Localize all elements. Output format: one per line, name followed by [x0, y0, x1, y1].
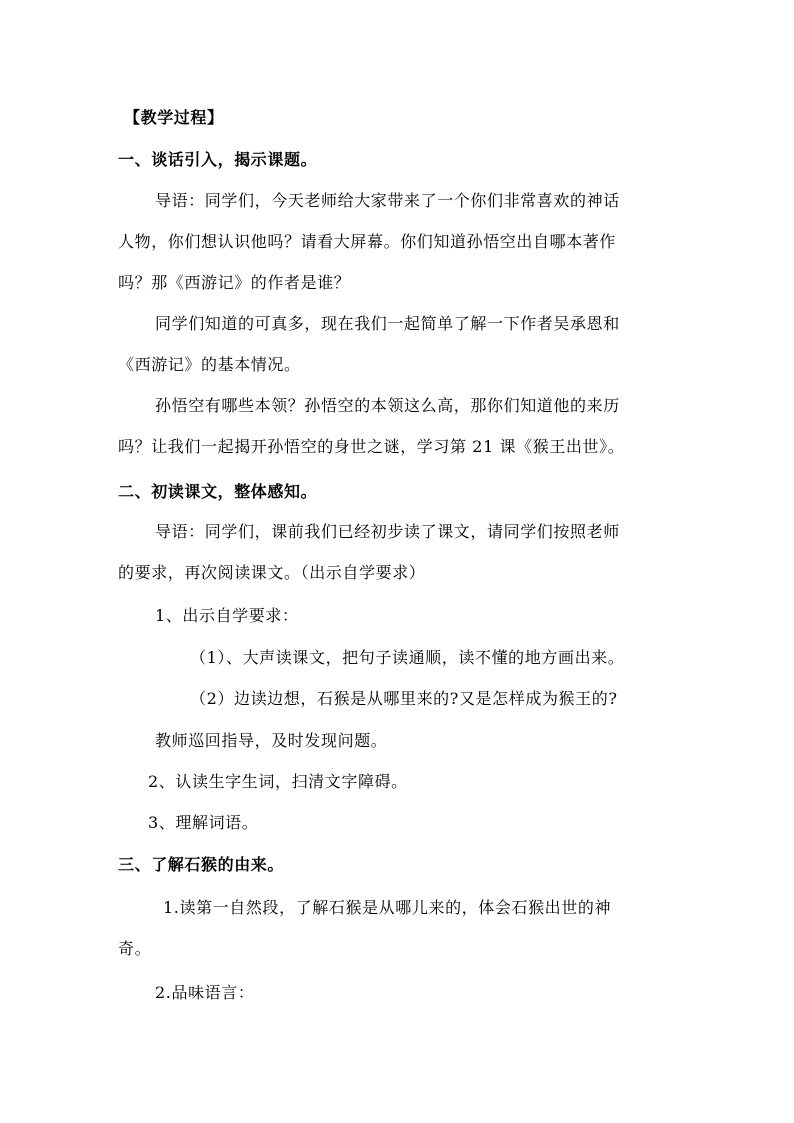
paragraph-line: 同学们知道的可真多，现在我们一起简单了解一下作者吴承恩和 [155, 314, 620, 333]
paragraph-line: 人物，你们想认识他吗？请看大屏幕。你们知道孙悟空出自哪本著作 [118, 232, 617, 251]
paragraph-line: 《西游记》的基本情况。 [118, 355, 301, 374]
paragraph-line: 奇。 [118, 939, 152, 958]
list-item: 2、认读生字生词，扫清文字障碍。 [148, 772, 408, 791]
part1-heading: 一、谈话引入，揭示课题。 [118, 150, 318, 169]
list-subitem: （2）边读边想，石猴是从哪里来的?又是怎样成为猴王的? [190, 689, 618, 708]
paragraph-line: 吗？让我们一起揭开孙悟空的身世之谜，学习第 21 课《猴王出世》。 [118, 437, 625, 456]
teacher-note: 教师巡回指导，及时发现问题。 [155, 731, 388, 750]
list-item: 3、理解词语。 [148, 813, 259, 832]
section-heading: 【教学过程】 [124, 108, 224, 127]
paragraph-line: 的要求，再次阅读课文。（出示自学要求） [118, 563, 426, 582]
paragraph-line: 1.读第一自然段，了解石猴是从哪儿来的，体会石猴出世的神 [163, 898, 612, 917]
part3-heading: 三、了解石猴的由来。 [118, 855, 285, 874]
list-subitem: （1）、大声读课文，把句子读通顺，读不懂的地方画出来。 [190, 648, 625, 667]
list-item: 1、出示自学要求： [155, 606, 299, 625]
list-item: 2.品味语言： [155, 983, 255, 1002]
paragraph-line: 孙悟空有哪些本领？孙悟空的本领这么高，那你们知道他的来历 [155, 396, 620, 415]
paragraph-line: 导语：同学们，今天老师给大家带来了一个你们非常喜欢的神话 [155, 191, 620, 210]
part2-heading: 二、初读课文，整体感知。 [118, 482, 318, 501]
paragraph-line: 导语：同学们，课前我们已经初步读了课文，请同学们按照老师 [155, 522, 620, 541]
paragraph-line: 吗？那《西游记》的作者是谁？ [118, 273, 351, 292]
